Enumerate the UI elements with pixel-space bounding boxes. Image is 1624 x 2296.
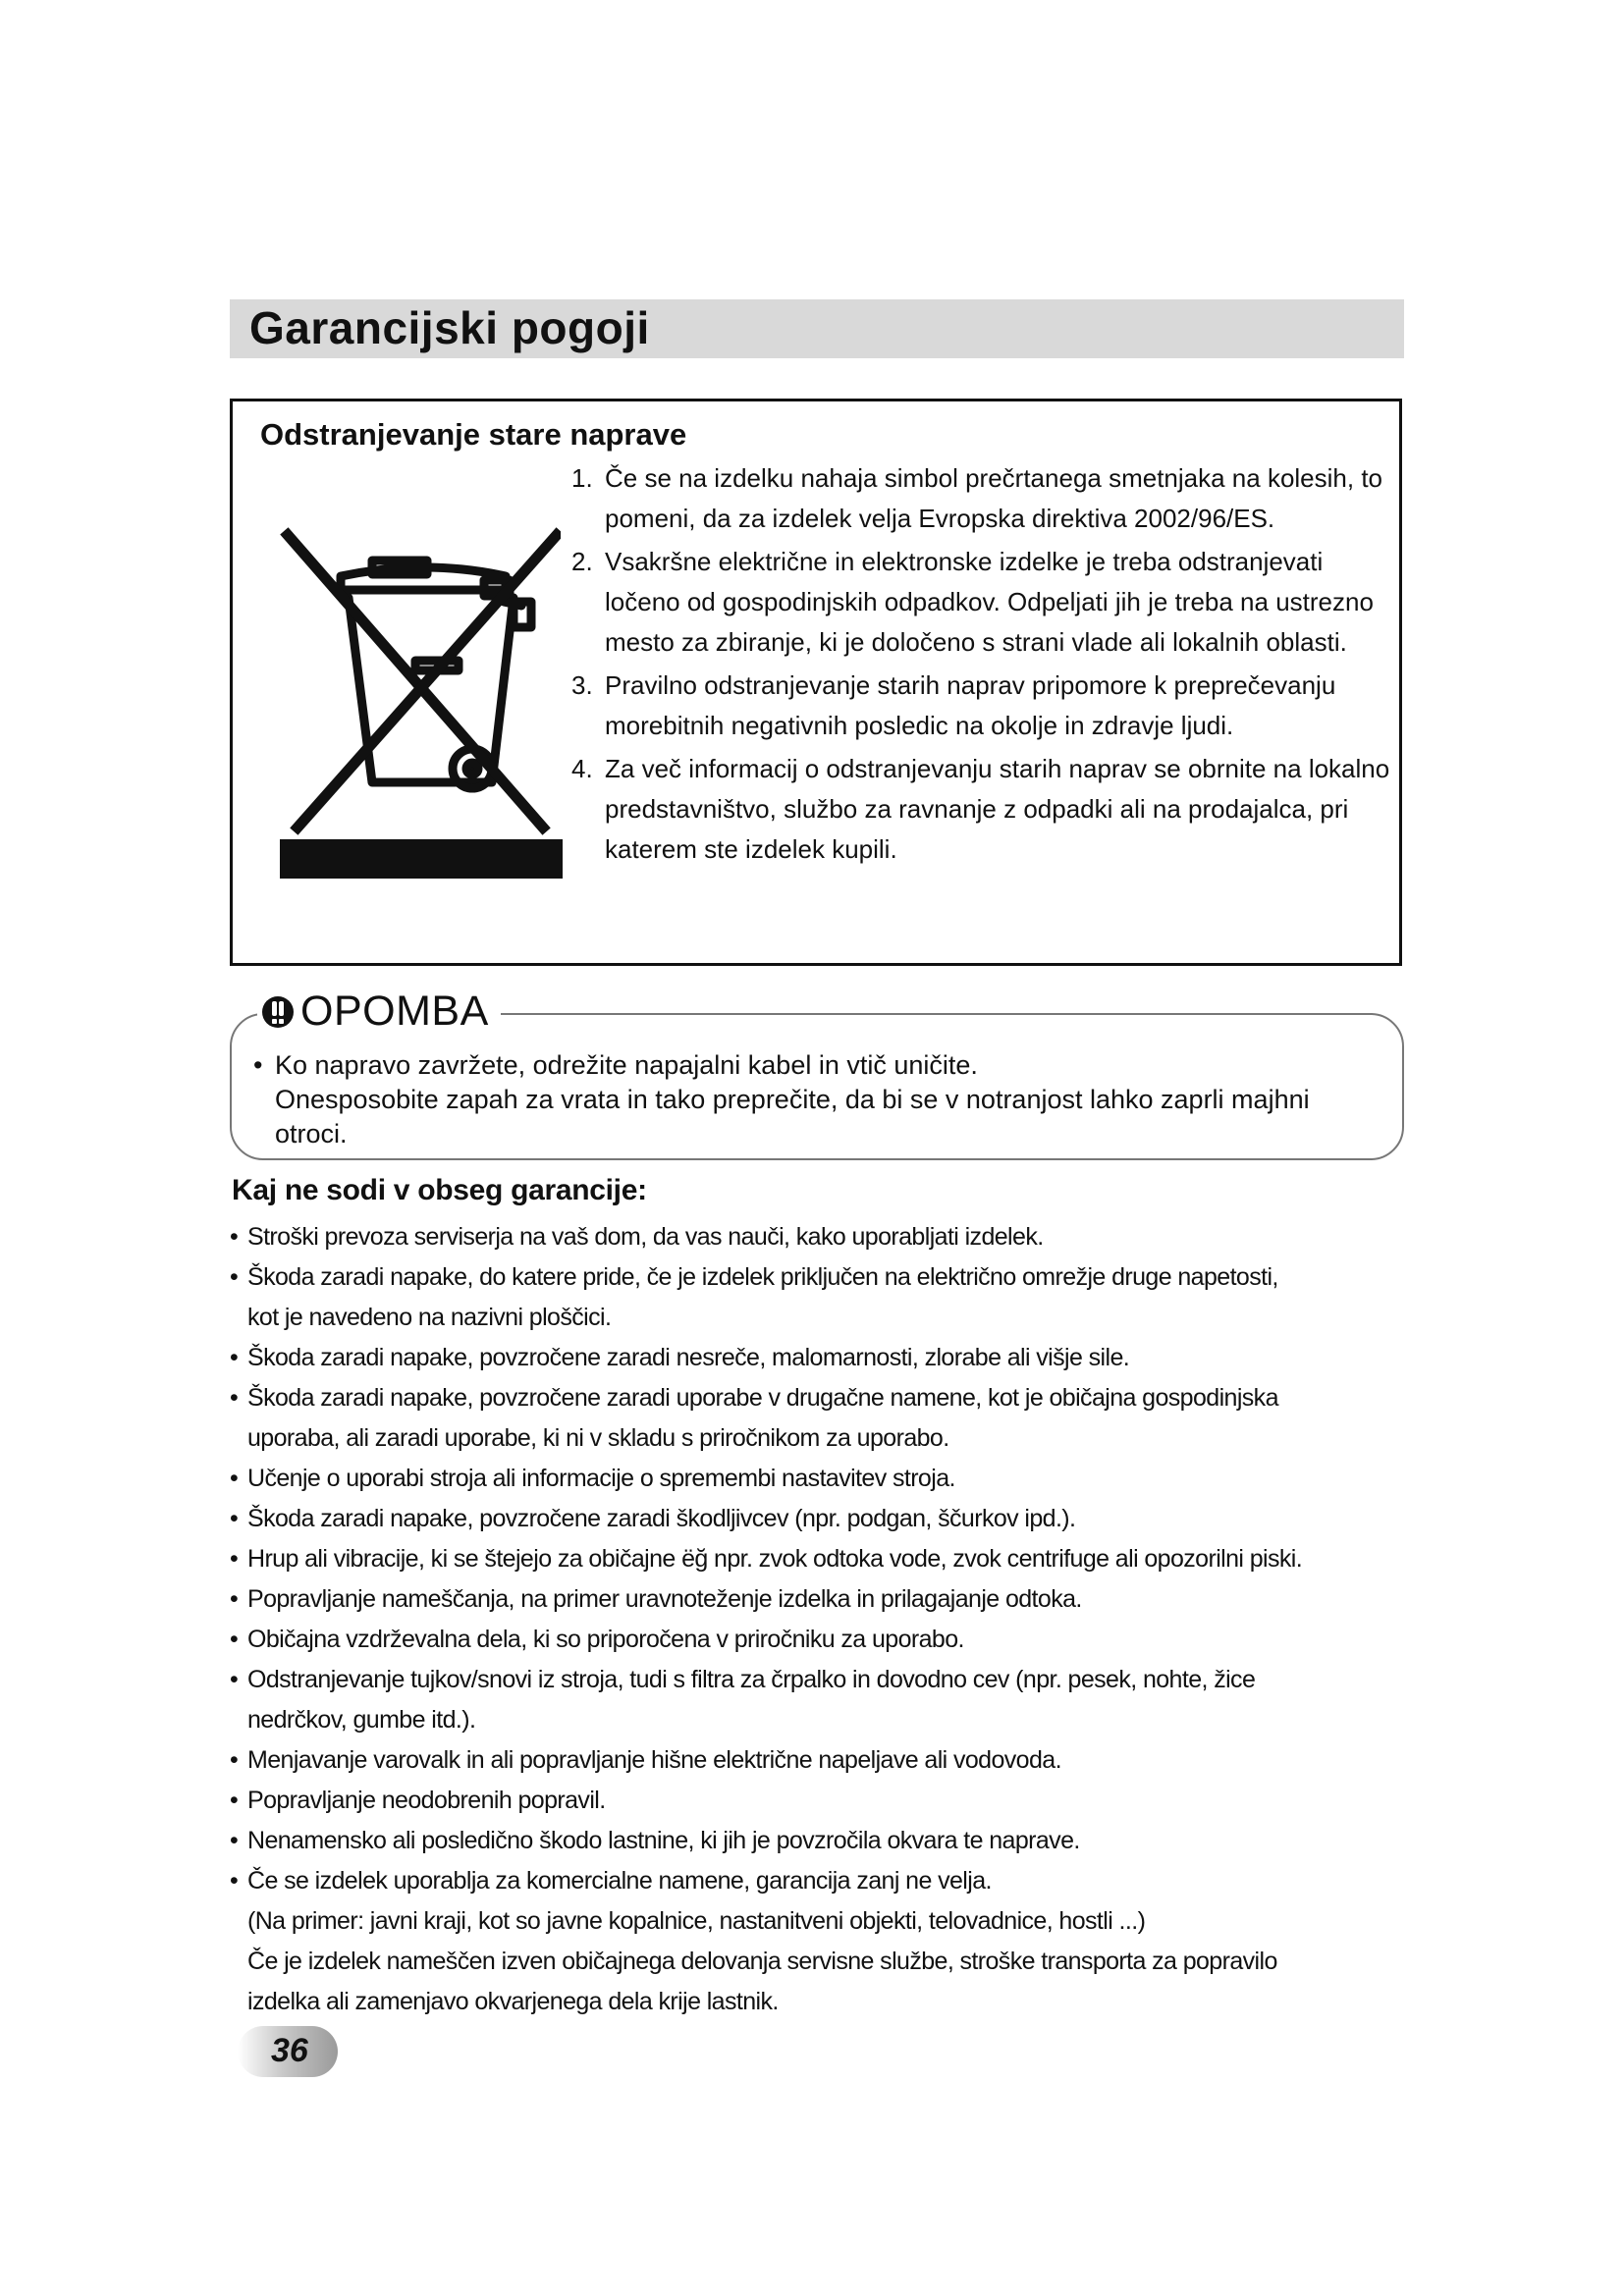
list-item: • Stroški prevoza serviserja na vaš dom, da vas nauči, kako uporabljati izdelek. xyxy=(230,1217,1408,1257)
page-number: 36 xyxy=(271,2032,308,2069)
list-item: 2. Vsakršne električne in elektronske izdelke je treba odstranjevati ločeno od gospodinjskih odpadkov. Odpeljati jih je treba na ustrezno mesto za zbiranje, ki je določeno s strani vlade ali lokalnih oblasti. xyxy=(571,547,1374,657)
note-text: • Ko napravo zavržete, odrežite napajalni kabel in vtič uničite. Onesposobite zapah za vrata in tako preprečite, da bi se v notranjost lahko zaprli majhni otroci. xyxy=(253,1050,1310,1148)
exclusions-heading: Kaj ne sodi v obseg garancije: xyxy=(232,1174,647,1206)
list-item: • Škoda zaradi napake, do katere pride, če je izdelek priključen na električno omrežje druge napetosti, kot je navedeno na nazivni ploščici. xyxy=(230,1257,1408,1338)
list-item: • Menjavanje varovalk in ali popravljanje hišne električne napeljave ali vodovoda. xyxy=(230,1740,1408,1781)
list-item: 3. Pravilno odstranjevanje starih naprav pripomore k preprečevanju morebitnih negativnih posledic na okolje in zdravje ljudi. xyxy=(571,670,1336,740)
list-item: • Običajna vzdrževalna dela, ki so priporočena v priročniku za uporabo. xyxy=(230,1620,1408,1660)
list-item: • Odstranjevanje tujkov/snovi iz stroja, tudi s filtra za črpalko in dovodno cev (npr. pesek, nohte, žice nedrčkov, gumbe itd.). xyxy=(230,1660,1408,1740)
symbol-underline-bar xyxy=(280,839,563,879)
disposal-box xyxy=(230,399,1402,966)
note-box xyxy=(230,988,1404,1160)
exclusions-list xyxy=(230,1217,1408,2022)
list-item: • Škoda zaradi napake, povzročene zaradi škodljivcev (npr. podgan, ščurkov ipd.). xyxy=(230,1499,1408,1539)
list-item: • Škoda zaradi napake, povzročene zaradi nesreče, malomarnosti, zlorabe ali višje sile. xyxy=(230,1338,1408,1378)
list-item: • Popravljanje nameščanja, na primer uravnoteženje izdelka in prilagajanje odtoka. xyxy=(230,1579,1408,1620)
note-title xyxy=(257,988,501,1036)
disposal-heading: Odstranjevanje stare naprave xyxy=(260,417,687,452)
list-item: • Če se izdelek uporablja za komercialne namene, garancija zanj ne velja. (Na primer: javni kraji, kot so javne kopalnice, nastanitveni objekti, telovadnice, hostli ...) Če je izdelek nameščen izven običajnega delovanja servisne službe, stroške transporta za popravilo izdelka ali zamenjavo okvarjenega dela krije lastnik. xyxy=(230,1861,1408,2022)
disposal-list xyxy=(571,458,1396,873)
list-item: • Popravljanje neodobrenih popravil. xyxy=(230,1781,1408,1821)
list-item: 4. Za več informacij o odstranjevanju starih naprav se obrnite na lokalno predstavništvo, službo za ravnanje z odpadki ali na prodajalca, pri katerem ste izdelek kupili. xyxy=(571,754,1390,864)
page-number-badge xyxy=(228,2026,338,2077)
list-item: • Nenamensko ali posledično škodo lastnine, ki jih je povzročila okvara te naprave. xyxy=(230,1821,1408,1861)
warning-icon xyxy=(261,995,295,1029)
crossed-out-wheelie-bin-icon xyxy=(278,515,561,843)
list-item: • Učenje o uporabi stroja ali informacije o spremembi nastavitev stroja. xyxy=(230,1459,1408,1499)
page-title: Garancijski pogoji xyxy=(249,302,650,353)
note-title-text: OPOMBA xyxy=(300,988,489,1035)
list-item: • Hrup ali vibracije, ki se štejejo za običajne ëğ npr. zvok odtoka vode, zvok centrifuge ali opozorilni piski. xyxy=(230,1539,1408,1579)
list-item: • Škoda zaradi napake, povzročene zaradi uporabe v drugačne namene, kot je običajna gospodinjska uporaba, ali zaradi uporabe, ki ni v skladu s priročnikom za uporabo. xyxy=(230,1378,1408,1459)
title-bar xyxy=(230,299,1404,358)
list-item: 1. Če se na izdelku nahaja simbol prečrtanega smetnjaka na kolesih, to pomeni, da za izdelek velja Evropska direktiva 2002/96/ES. xyxy=(571,463,1383,533)
